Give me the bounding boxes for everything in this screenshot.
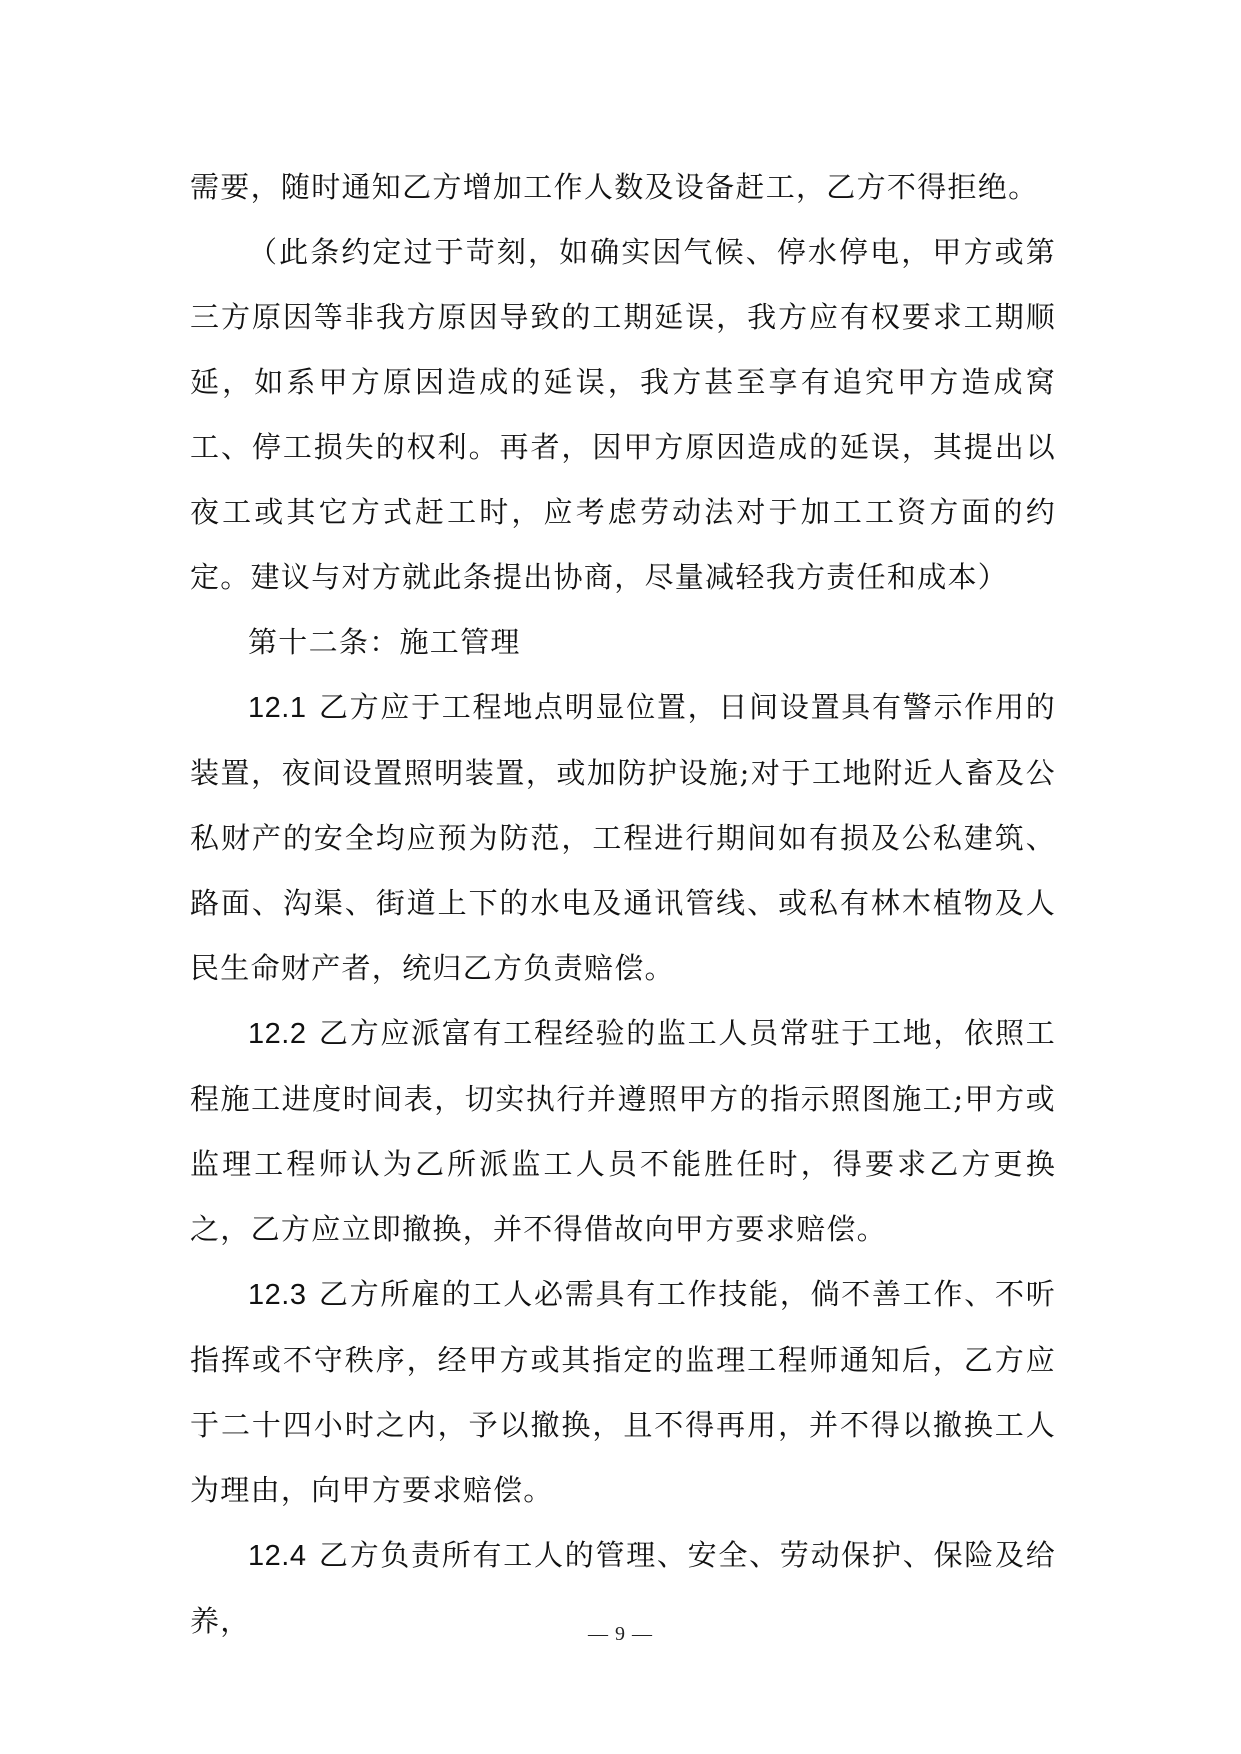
clause-12-2: [190, 1001, 1056, 1262]
paragraph-text: （此条约定过于苛刻，如确实因气候、停水停电，甲方或第三方原因等非我方原因导致的工期延误，我方应有权要求工期顺延，如系甲方原因造成的延误，我方甚至享有追究甲方造成窝工、停工损失的权利。再者，因甲方原因造成的延误，其提出以夜工或其它方式赶工时，应考虑劳动法对于加工工资方面的约定。建议与对方就此条提出协商，尽量减轻我方责任和成本）: [190, 235, 1056, 594]
clause-text: 乙方负责所有工人的管理、安全、劳动保护、保险及给养，: [190, 1538, 1056, 1638]
clause-12-1: [190, 675, 1056, 1001]
clause-number: 12.4: [248, 1540, 307, 1572]
article-title: 第十二条：施工管理: [248, 625, 521, 659]
paragraph-review-comment: [190, 220, 1056, 610]
article-heading: [190, 610, 1056, 675]
paragraph-text: 需要，随时通知乙方增加工作人数及设备赶工，乙方不得拒绝。: [190, 170, 1039, 204]
clause-number: 12.2: [248, 1018, 307, 1050]
clause-text: 乙方应于工程地点明显位置，日间设置具有警示作用的装置，夜间设置照明装置，或加防护设施;对于工地附近人畜及公私财产的安全均应预为防范，工程进行期间如有损及公私建筑、路面、沟渠、街道上下的水电及通讯管线、或私有林木植物及人民生命财产者，统归乙方负责赔偿。: [190, 690, 1056, 985]
document-body: [190, 155, 1056, 1654]
clause-text: 乙方所雇的工人必需具有工作技能，倘不善工作、不听指挥或不守秩序，经甲方或其指定的监理工程师通知后，乙方应于二十四小时之内，予以撤换，且不得再用，并不得以撤换工人为理由，向甲方要求赔偿。: [190, 1277, 1056, 1507]
page-number: — 9 —: [588, 1623, 653, 1645]
paragraph-continuation: [190, 155, 1056, 220]
clause-12-3: [190, 1262, 1056, 1523]
clause-number: 12.1: [248, 692, 307, 724]
clause-text: 乙方应派富有工程经验的监工人员常驻于工地，依照工程施工进度时间表，切实执行并遵照甲方的指示照图施工;甲方或监理工程师认为乙所派监工人员不能胜任时，得要求乙方更换之，乙方应立即撤换，并不得借故向甲方要求赔偿。: [190, 1016, 1056, 1246]
clause-number: 12.3: [248, 1279, 307, 1311]
